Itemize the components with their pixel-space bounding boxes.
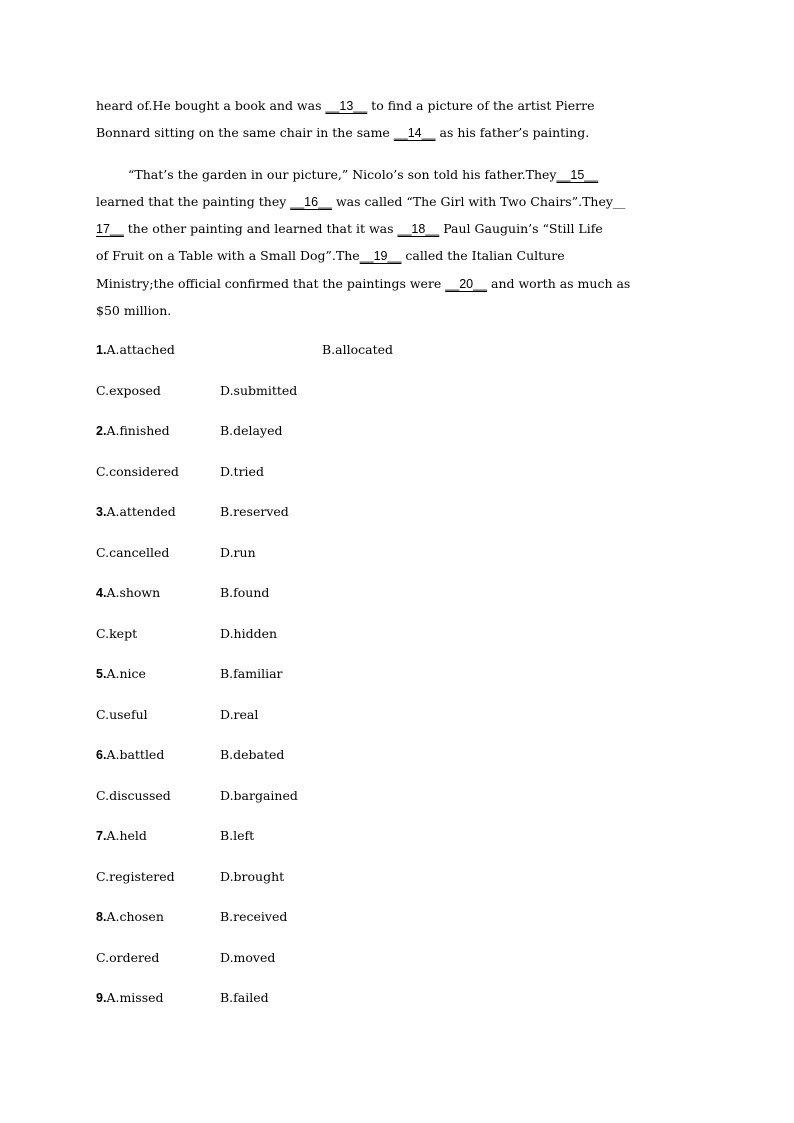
question-number: 5. <box>96 667 107 681</box>
option-c: C.discussed <box>96 787 171 803</box>
question-options <box>96 340 696 1029</box>
text: and worth as much as <box>487 275 631 291</box>
blank-13: __13__ <box>325 99 368 113</box>
blank-16: __16__ <box>290 194 332 209</box>
question-number: 8. <box>96 910 107 924</box>
option-text: A.shown <box>106 585 161 600</box>
text: to find a picture of the artist Pierre <box>367 98 595 113</box>
text: called the Italian Culture <box>401 248 565 264</box>
option-c: C.useful <box>96 706 148 722</box>
option-text: A.attached <box>106 342 175 357</box>
passage-line <box>96 297 696 324</box>
option-c: C.considered <box>96 463 179 479</box>
question-row <box>96 867 696 908</box>
option-d: D.bargained <box>220 787 298 803</box>
text: Ministry;the official confirmed that the paintings were <box>96 275 446 291</box>
option-text: A.battled <box>106 747 165 762</box>
question-row <box>96 340 696 381</box>
passage-line <box>96 119 696 146</box>
question-row <box>96 543 696 584</box>
passage-line <box>96 188 696 215</box>
question-number: 6. <box>96 748 107 762</box>
question-row <box>96 988 696 1029</box>
question-row <box>96 705 696 746</box>
question-row <box>96 664 696 705</box>
option-a <box>96 421 170 441</box>
option-b: B.familiar <box>220 666 283 681</box>
question-number: 9. <box>96 991 107 1005</box>
option-b: B.failed <box>220 990 269 1005</box>
option-d: D.hidden <box>220 625 278 641</box>
option-b: B.debated <box>220 747 285 762</box>
option-text: A.held <box>106 828 147 843</box>
option-b: B.left <box>220 828 255 843</box>
blank-17: 17__ <box>96 222 124 237</box>
question-row <box>96 948 696 989</box>
text: Paul Gauguin’s “Still Life <box>439 221 603 237</box>
text: was called “The Girl with Two Chairs”.They__ <box>332 193 626 209</box>
passage-line <box>96 242 696 269</box>
question-row <box>96 381 696 422</box>
option-text: A.missed <box>106 990 164 1005</box>
text: Bonnard sitting on the same chair in the same <box>96 125 394 141</box>
question-number: 2. <box>96 424 107 438</box>
passage-line <box>96 215 696 242</box>
option-c: C.kept <box>96 625 138 641</box>
option-c: C.registered <box>96 868 175 884</box>
question-row <box>96 421 696 462</box>
text: of Fruit on a Table with a Small Dog”.The <box>96 248 360 264</box>
question-row <box>96 583 696 624</box>
option-a <box>96 907 164 927</box>
option-c: C.cancelled <box>96 544 170 560</box>
question-number: 1. <box>96 343 107 357</box>
blank-15: __15__ <box>556 167 599 182</box>
blank-19: __19__ <box>359 249 402 264</box>
option-d: D.real <box>220 706 259 722</box>
option-b: B.reserved <box>220 504 289 519</box>
text: “That’s the garden in our picture,” Nicolo’s son told his father.They <box>128 166 557 182</box>
passage-line <box>96 270 696 297</box>
option-a <box>96 664 146 684</box>
text: as his father’s painting. <box>435 125 590 141</box>
blank-20: __20__ <box>445 276 488 291</box>
blank-18: __18__ <box>397 222 440 237</box>
question-number: 4. <box>96 586 107 600</box>
option-d: D.tried <box>220 463 264 479</box>
option-d: D.run <box>220 544 256 560</box>
option-a <box>96 988 164 1008</box>
question-row <box>96 786 696 827</box>
option-text: A.finished <box>106 423 170 438</box>
option-a <box>96 745 164 765</box>
question-row <box>96 462 696 503</box>
text: the other painting and learned that it was <box>123 221 398 237</box>
option-a <box>96 502 176 522</box>
question-row <box>96 502 696 543</box>
text: $50 million. <box>96 303 172 319</box>
blank-14: __14__ <box>393 126 436 141</box>
text: learned that the painting they <box>96 193 291 209</box>
option-d: D.submitted <box>220 382 298 398</box>
option-text: A.chosen <box>106 909 164 924</box>
option-text: A.nice <box>106 666 146 681</box>
passage-line <box>96 92 696 119</box>
option-b: B.allocated <box>322 342 394 357</box>
option-text: A.attended <box>106 504 176 519</box>
option-a <box>96 340 175 360</box>
question-number: 3. <box>96 505 107 519</box>
passage-line <box>96 161 696 188</box>
option-b: B.delayed <box>220 423 283 438</box>
text: heard of.He bought a book and was <box>96 98 326 113</box>
passage <box>96 92 696 324</box>
option-b: B.found <box>220 585 270 600</box>
question-row <box>96 745 696 786</box>
question-number: 7. <box>96 829 107 843</box>
option-c: C.ordered <box>96 949 160 965</box>
option-b: B.received <box>220 909 288 924</box>
option-a <box>96 583 160 603</box>
option-a <box>96 826 147 846</box>
option-d: D.brought <box>220 868 285 884</box>
option-c: C.exposed <box>96 382 161 398</box>
question-row <box>96 826 696 867</box>
question-row <box>96 907 696 948</box>
question-row <box>96 624 696 665</box>
option-d: D.moved <box>220 949 276 965</box>
